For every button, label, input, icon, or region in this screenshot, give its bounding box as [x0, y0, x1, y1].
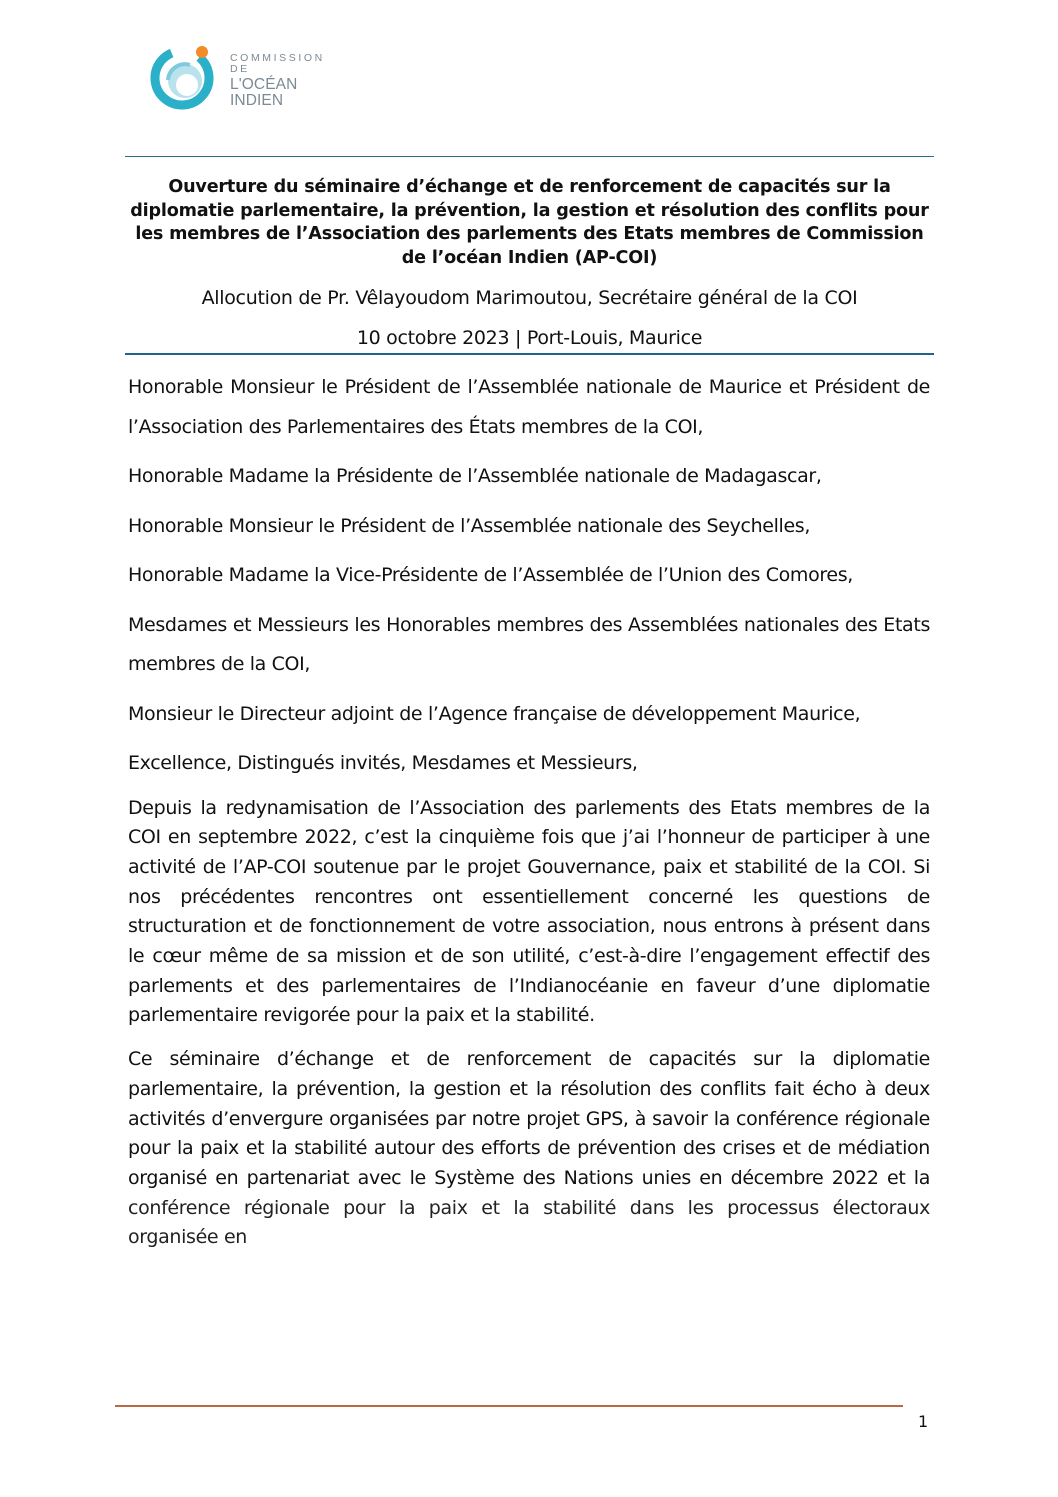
- document-title: Ouverture du séminaire d’échange et de renforcement de capacités sur la diplomatie parlementaire, la prévention, la gestion et résolution des conflits pour les membres de l’Association des parlements des Etats membres de Commission de l’océan Indien (AP-COI): [130, 177, 929, 268]
- salutation: Honorable Monsieur le Président de l’Assemblée nationale des Seychelles,: [128, 514, 811, 537]
- logo-line-1: COMMISSION DE: [230, 52, 325, 75]
- salutation: Honorable Madame la Vice-Présidente de l’Assemblée de l’Union des Comores,: [128, 564, 853, 586]
- title-divider: [125, 353, 934, 355]
- logo-line-2: L'OCÉAN INDIEN: [230, 76, 298, 109]
- salutation: Honorable Madame la Présidente de l’Assemblée nationale de Madagascar,: [128, 465, 822, 487]
- paragraph-part: Ce séminaire d’échange et de renforcement de capacités sur la diplomatie parlementaire, la prévention, la gestion et la résolution des conflits fait écho à deux activités d’envergure organisées par notre projet GPS, à savoir la conférence régionale pour la paix et la stabilité autour des efforts de prévention des crises et de médiation organisé en partenariat avec le Système des Nations unies en décembre 2022 et la: [128, 1048, 930, 1189]
- coi-logo-icon: [150, 40, 218, 110]
- body-paragraph: Depuis la redynamisation de l’Association des parlements des Etats membres de la COI en septembre 2022, c’est la cinquième fois que j’ai l’honneur de participer à une activité de l’AP-COI soutenue par le projet Gouvernance, paix et stabilité de la COI. Si nos précédentes rencontres ont essentiellement concerné les questions de structuration et de fonctionnement de votre association, nous entrons à présent dans le cœur même de sa mission et de son utilité, c’est-à-dire l’engagement effectif des parlements et des parlementaires de l’Indianocéanie en faveur d’une diplomatie parlementaire revigorée pour la paix et la stabilité.: [128, 796, 930, 1027]
- header-divider: [125, 156, 934, 157]
- footer-divider: [115, 1405, 903, 1407]
- salutation: Honorable Monsieur le Président de l’Assemblée nationale de Maurice et Président de l’Association des Parlementaires des États membres de la COI,: [128, 376, 930, 438]
- coi-logo: [150, 40, 350, 110]
- paragraph-part: conférence régionale pour la paix et la stabilité dans les processus électoraux organisée en: [128, 1196, 930, 1249]
- body-paragraph: [128, 1045, 930, 1253]
- salutation: Monsieur le Directeur adjoint de l’Agence française de développement Maurice,: [128, 702, 861, 725]
- salutation: Excellence, Distingués invités, Mesdames et Messieurs,: [128, 752, 638, 774]
- page-number: 1: [918, 1412, 929, 1431]
- salutation: Mesdames et Messieurs les Honorables membres des Assemblées nationales des Etats membres de la COI,: [128, 613, 930, 675]
- date-location: 10 octobre 2023 | Port-Louis, Maurice: [356, 327, 703, 349]
- logo-wordmark: [230, 53, 350, 108]
- document-body: [128, 368, 930, 1267]
- speaker-line: Allocution de Pr. Vêlayoudom Marimoutou, Secrétaire général de la COI: [201, 287, 858, 309]
